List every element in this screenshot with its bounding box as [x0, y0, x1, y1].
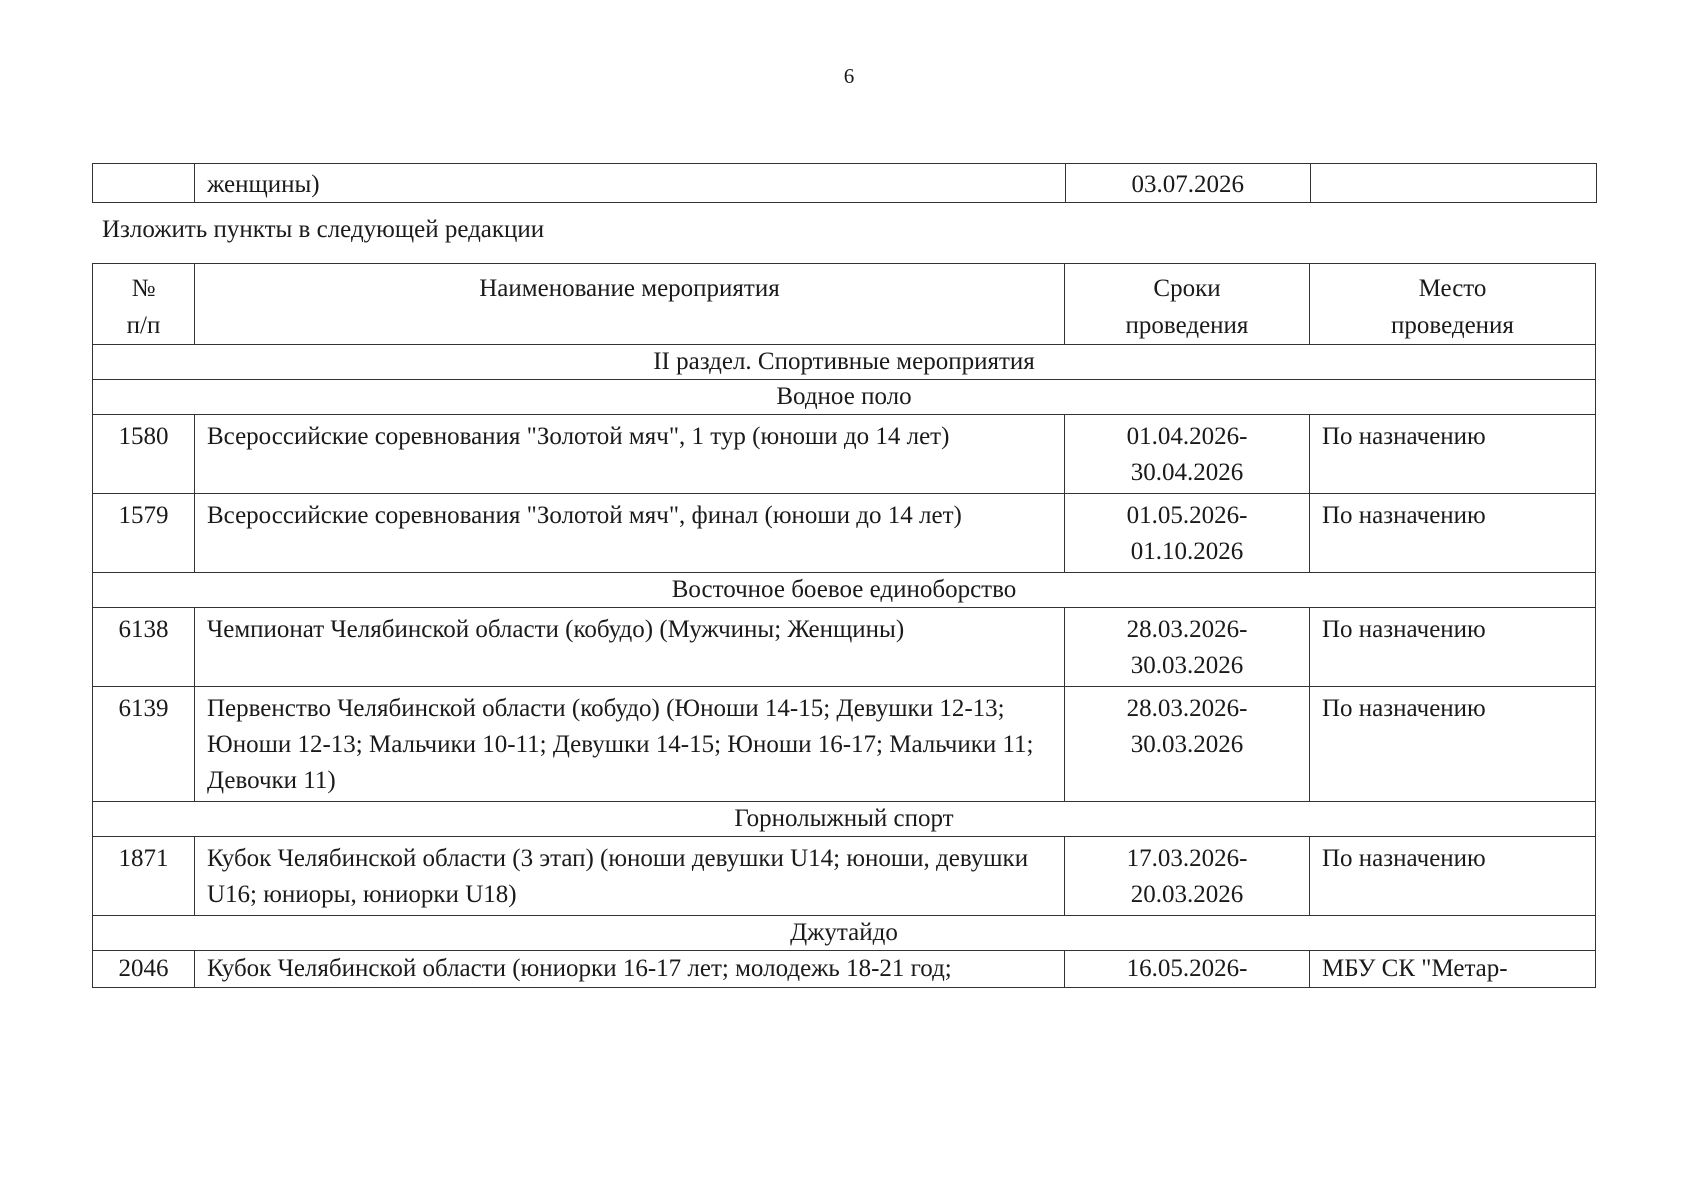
table-row: [93, 837, 1596, 916]
event-place: По назначению: [1310, 494, 1596, 573]
event-date-start: 17.03.2026-: [1126, 845, 1248, 872]
event-date-start: 16.05.2026-: [1126, 955, 1248, 982]
table-row: [93, 494, 1596, 573]
event-place: По назначению: [1310, 608, 1596, 687]
event-dates: [1065, 608, 1310, 687]
header-dates: [1065, 264, 1310, 345]
header-name: Наименование мероприятия: [195, 264, 1065, 345]
event-name: Чемпионат Челябинской области (кобудо) (Мужчины; Женщины): [195, 608, 1065, 687]
event-number: 6139: [93, 687, 195, 802]
event-place: МБУ СК "Метар-: [1310, 951, 1596, 988]
event-name: Первенство Челябинской области (кобудо) (Юноши 14-15; Девушки 12-13; Юноши 12-13; Мальчики 10-11; Девушки 14-15; Юноши 16-17; Мальчики 11; Девочки 11): [195, 687, 1065, 802]
event-dates: [1065, 494, 1310, 573]
header-dates-line1: Сроки: [1153, 275, 1221, 302]
sport-row: [93, 573, 1596, 608]
event-number: 1871: [93, 837, 195, 916]
event-name: Кубок Челябинской области (юниорки 16-17 лет; молодежь 18-21 год;: [195, 951, 1065, 988]
event-name: Всероссийские соревнования "Золотой мяч", финал (юноши до 14 лет): [195, 494, 1065, 573]
event-name: женщины): [195, 164, 1066, 203]
table-row: [93, 687, 1596, 802]
section-title: II раздел. Спортивные мероприятия: [93, 345, 1596, 380]
table-row: [93, 951, 1596, 988]
event-date-end: 30.04.2026: [1130, 459, 1244, 486]
event-place: По назначению: [1310, 837, 1596, 916]
header-number-line1: №: [131, 275, 156, 302]
event-date-start: 28.03.2026-: [1126, 616, 1248, 643]
sport-row: [93, 380, 1596, 415]
event-name: Всероссийские соревнования "Золотой мяч", 1 тур (юноши до 14 лет): [195, 415, 1065, 494]
header-place-line1: Место: [1418, 275, 1487, 302]
event-dates: [1065, 415, 1310, 494]
events-table: [92, 263, 1596, 988]
event-date-start: 28.03.2026-: [1126, 695, 1248, 722]
event-dates: [1065, 837, 1310, 916]
event-date-end: 30.03.2026: [1130, 731, 1244, 758]
page-number: 6: [843, 64, 855, 88]
header-place: [1310, 264, 1596, 345]
header-number-line2: п/п: [126, 312, 161, 339]
sport-name: Восточное боевое единоборство: [93, 573, 1596, 608]
event-date-end: 30.03.2026: [1130, 652, 1244, 679]
event-place: [1310, 164, 1596, 203]
sport-row: [93, 802, 1596, 837]
section-row: [93, 345, 1596, 380]
event-number: 1579: [93, 494, 195, 573]
event-number: 6138: [93, 608, 195, 687]
instruction-text: Изложить пункты в следующей редакции: [102, 216, 545, 243]
event-number: 2046: [93, 951, 195, 988]
event-date-start: 01.04.2026-: [1126, 423, 1248, 450]
table-row: [93, 608, 1596, 687]
header-number: [93, 264, 195, 345]
table-row: [93, 164, 1597, 203]
table-row: [93, 415, 1596, 494]
event-number: 1580: [93, 415, 195, 494]
sport-name: Джутайдо: [93, 916, 1596, 951]
sport-name: Горнолыжный спорт: [93, 802, 1596, 837]
header-dates-line2: проведения: [1125, 312, 1249, 339]
event-dates: [1065, 951, 1310, 988]
header-place-line2: проведения: [1391, 312, 1514, 339]
event-dates: 03.07.2026: [1065, 164, 1310, 203]
continuation-table: [92, 163, 1597, 203]
event-place: По назначению: [1310, 415, 1596, 494]
event-date-end: 20.03.2026: [1130, 881, 1244, 908]
table-header-row: [93, 264, 1596, 345]
event-date-end: 01.10.2026: [1130, 538, 1244, 565]
event-date-start: 01.05.2026-: [1126, 502, 1248, 529]
event-name: Кубок Челябинской области (3 этап) (юноши девушки U14; юноши, девушки U16; юниоры, юниорки U18): [195, 837, 1065, 916]
event-dates: [1065, 687, 1310, 802]
sport-row: [93, 916, 1596, 951]
event-number: [93, 164, 195, 203]
sport-name: Водное поло: [93, 380, 1596, 415]
event-place: По назначению: [1310, 687, 1596, 802]
